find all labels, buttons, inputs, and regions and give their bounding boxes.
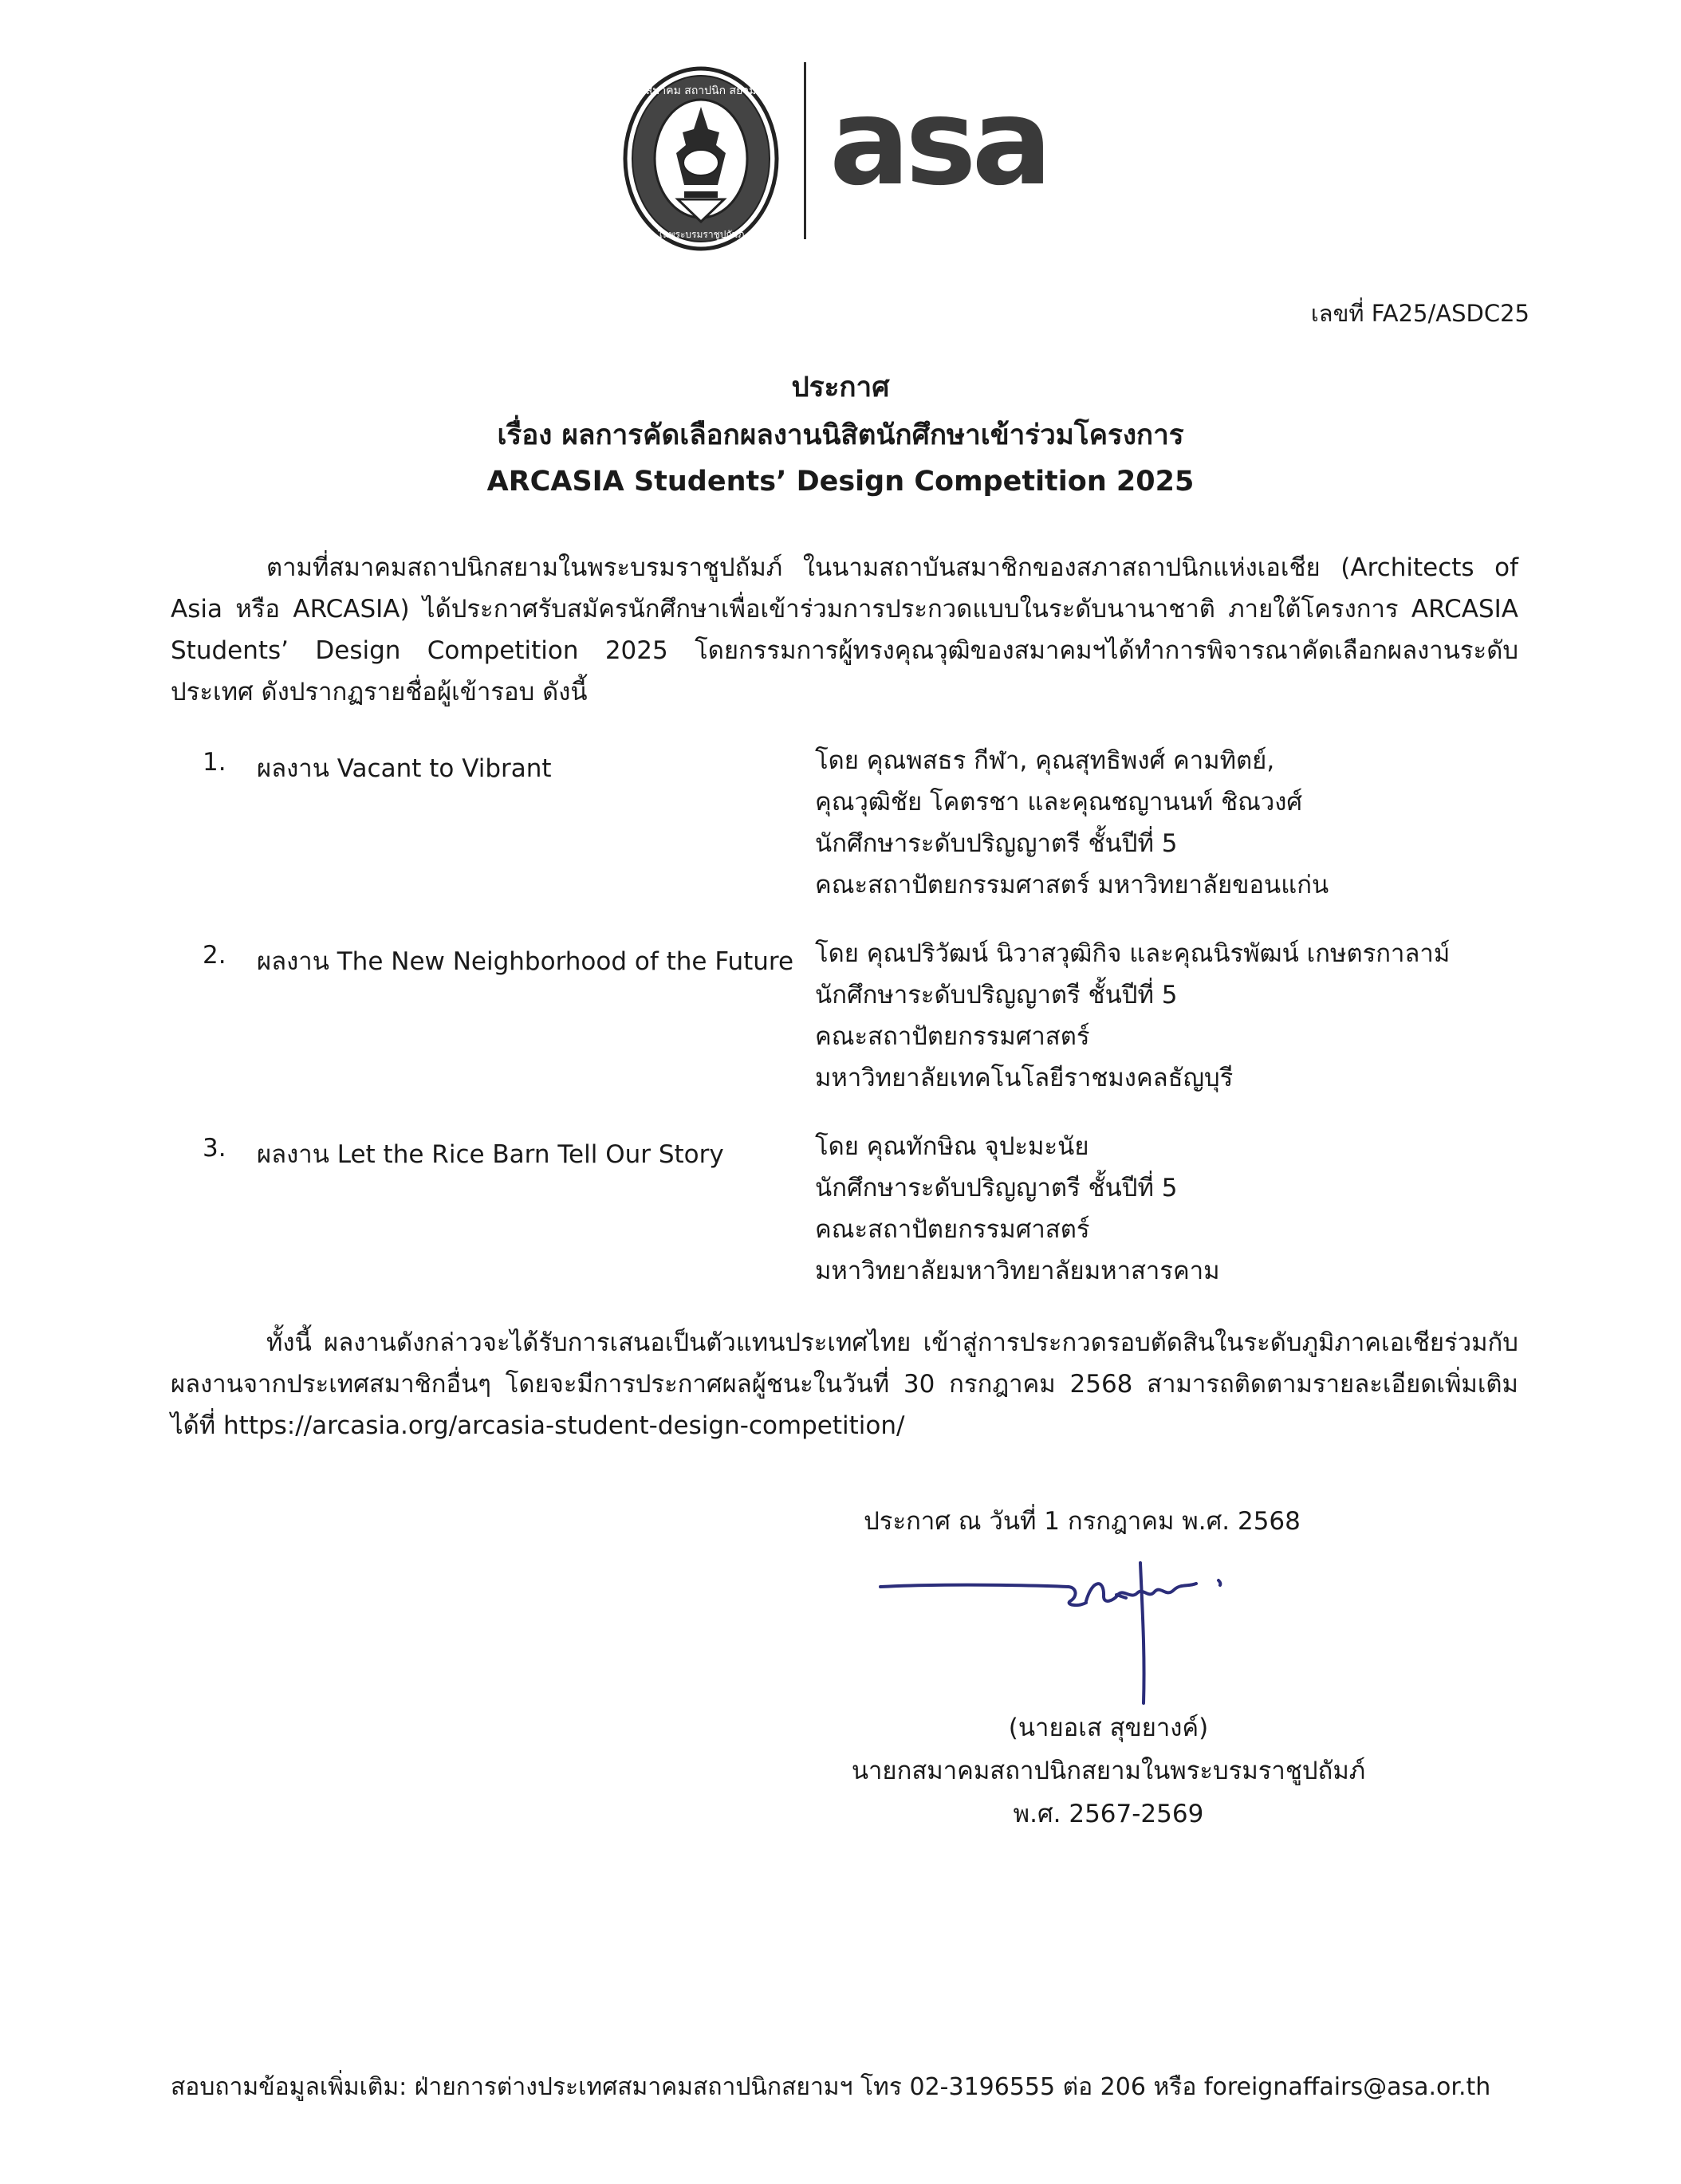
header-divider <box>804 62 806 239</box>
announcement-date: ประกาศ ณ วันที่ 1 กรกฎาคม พ.ศ. 2568 <box>864 1507 1301 1536</box>
result-3-line-1: โดย คุณทักษิณ จุปะมะนัย <box>815 1132 1089 1161</box>
signatory-position: นายกสมาคมสถาปนิกสยามในพระบรมราชูปถัมภ์ <box>851 1757 1366 1785</box>
asa-logo-text: asa <box>829 104 1048 198</box>
handwritten-signature <box>877 1555 1260 1714</box>
result-1-line-4: คณะสถาปัตยกรรมศาสตร์ มหาวิทยาลัยขอนแก่น <box>815 871 1329 899</box>
seal-text-top: สมาคม สถาปนิก สยาม <box>645 85 757 97</box>
asa-wordmark-logo <box>829 104 1085 198</box>
document-number: เลขที่ FA25/ASDC25 <box>1310 300 1529 327</box>
competition-name: ARCASIA Students’ Design Competition 2025 <box>486 466 1195 498</box>
result-1-title: ผลงาน Vacant to Vibrant <box>257 754 552 783</box>
announcement-heading: ประกาศ <box>791 372 890 403</box>
result-2-line-3: คณะสถาปัตยกรรมศาสตร์ <box>815 1022 1090 1051</box>
intro-text: ตามที่สมาคมสถาปนิกสยามในพระบรมราชูปถัมภ์ ในนามสถาบันสมาชิกของสภาสถาปนิกแห่งเอเชีย (Architects of Asia หรือ ARCASIA) ได้ประกาศรับสมัครนักศึกษาเพื่อเข้าร่วมการประกวดแบบในระดับนานาชาติ ภายใต้โครงการ ARCASIA Students’ Design Competition 2025 โดยกรรมการผู้ทรงคุณวุฒิของสมาคมฯได้ทำการพิจารณาคัดเลือกผลงานระดับประเทศ ดังปรากฏรายชื่อผู้เข้ารอบ ดังนี้ <box>171 553 1518 706</box>
result-2-line-2: นักศึกษาระดับปริญญาตรี ชั้นปีที่ 5 <box>815 981 1178 1009</box>
closing-text: ทั้งนี้ ผลงานดังกล่าวจะได้รับการเสนอเป็นตัวแทนประเทศไทย เข้าสู่การประกวดรอบตัดสินในระดับภูมิภาคเอเชียร่วมกับผลงานจากประเทศสมาชิกอื่นๆ โดยจะมีการประกาศผลผู้ชนะในวันที่ 30 กรกฎาคม 2568 สามารถติดตามรายละเอียดเพิ่มเติมได้ที่ https://arcasia.org/arcasia-student-design-competition/ <box>171 1328 1518 1440</box>
result-2-authors <box>815 933 1450 1099</box>
announcement-subject: เรื่อง ผลการคัดเลือกผลงานนิสิตนักศึกษาเข้าร่วมโครงการ <box>497 419 1184 451</box>
closing-paragraph <box>171 1322 1518 1446</box>
result-3-line-2: นักศึกษาระดับปริญญาตรี ชั้นปีที่ 5 <box>815 1174 1178 1202</box>
result-3-line-3: คณะสถาปัตยกรรมศาสตร์ <box>815 1215 1090 1244</box>
result-3-authors <box>815 1126 1220 1292</box>
result-2-line-1: โดย คุณปริวัฒน์ นิวาสวุฒิกิจ และคุณนิรพัฒน์ เกษตรกาลาม์ <box>815 939 1451 968</box>
result-1-authors <box>815 740 1329 906</box>
signatory-name: (นายอเส สุขยางค์) <box>1008 1714 1209 1742</box>
result-3-number: 3. <box>203 1134 226 1163</box>
signatory-term: พ.ศ. 2567-2569 <box>1013 1800 1204 1828</box>
result-1-line-2: คุณวุฒิชัย โคตรชา และคุณชญานนท์ ชิณวงศ์ <box>815 788 1303 817</box>
contact-footer: สอบถามข้อมูลเพิ่มเติม: ฝ่ายการต่างประเทศสมาคมสถาปนิกสยามฯ โทร 02-3196555 ต่อ 206 หรือ foreignaffairs@asa.or.th <box>171 2073 1491 2101</box>
result-1-number: 1. <box>203 748 226 777</box>
result-2-line-4: มหาวิทยาลัยเทคโนโลยีราชมงคลธัญบุรี <box>815 1064 1234 1092</box>
result-2-number: 2. <box>203 941 226 970</box>
result-1-line-3: นักศึกษาระดับปริญญาตรี ชั้นปีที่ 5 <box>815 829 1178 858</box>
result-1-line-1: โดย คุณพสธร กีฬา, คุณสุทธิพงศ์ คามทิตย์, <box>815 746 1275 775</box>
result-3-title: ผลงาน Let the Rice Barn Tell Our Story <box>257 1140 724 1169</box>
result-3-line-4: มหาวิทยาลัยมหาวิทยาลัยมหาสารคาม <box>815 1257 1220 1285</box>
signatory-block <box>718 1706 1499 1836</box>
result-2-title: ผลงาน The New Neighborhood of the Future <box>257 947 794 976</box>
asa-seal-logo <box>622 65 780 252</box>
intro-paragraph <box>171 547 1518 713</box>
seal-text-bottom: ในพระบรมราชูปถัมภ์ <box>657 229 745 240</box>
